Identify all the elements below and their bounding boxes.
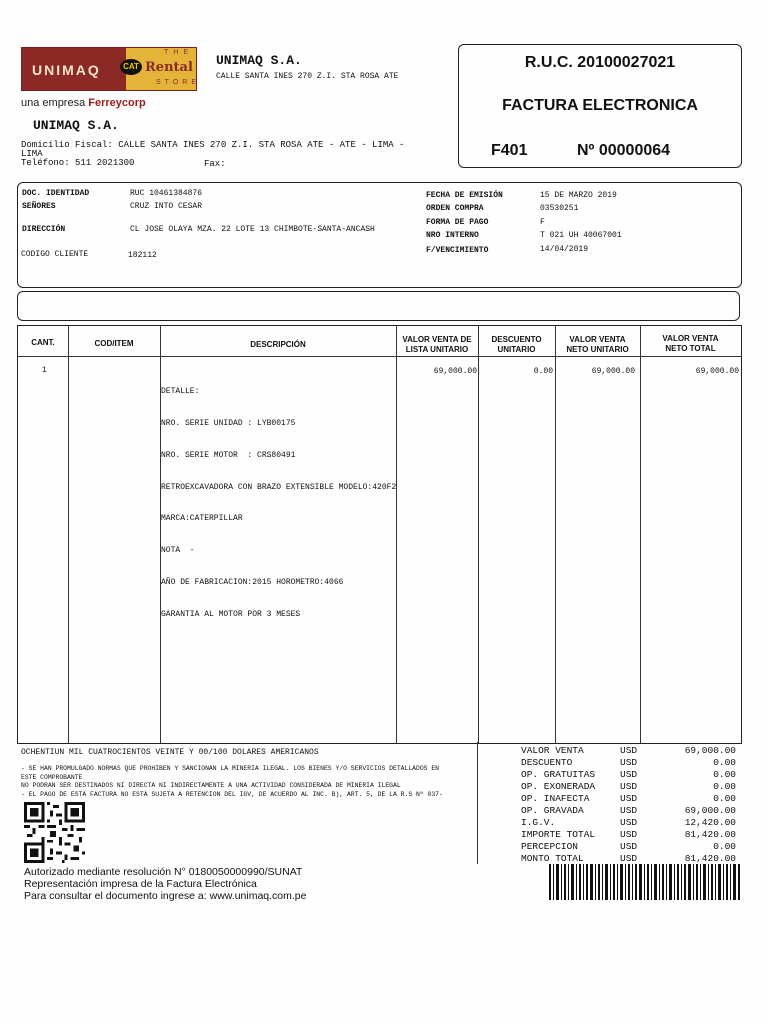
total-value: 0.00 [713, 757, 736, 768]
logo-rental: Rental [145, 60, 193, 75]
tagline-prefix: una empresa [21, 97, 86, 109]
total-currency: USD [620, 853, 638, 864]
logo-store: STORE [156, 79, 200, 86]
total-currency: USD [620, 841, 638, 852]
header-neto-total-2: NETO TOTAL [665, 344, 716, 353]
description-line: GARANTIA AL MOTOR POR 3 MESES [161, 609, 301, 619]
total-label: PERCEPCION [521, 841, 579, 852]
logo-name: UNIMAQ [32, 62, 101, 78]
header-neto-total-1: VALOR VENTA [662, 334, 719, 343]
client-doc: RUC 10461384876 [130, 189, 203, 198]
blank-strip-box [17, 291, 740, 321]
description-line: NRO. SERIE UNIDAD : LYB00175 [161, 418, 296, 428]
row-description [161, 366, 396, 641]
header-descripcion: DESCRIPCIÓN [250, 340, 306, 349]
document-id-box [458, 44, 742, 168]
document-number: Nº 00000064 [577, 142, 671, 159]
totals-divider [477, 742, 478, 864]
cat-icon: CAT [120, 59, 142, 75]
orden-compra: 03530251 [540, 204, 579, 213]
header-valor-lista-2: LISTA UNITARIO [405, 345, 469, 354]
label-vencimiento: F/VENCIMIENTO [426, 246, 489, 255]
total-value: 0.00 [713, 781, 736, 792]
ruc-number: R.U.C. 20100027021 [524, 54, 676, 71]
legal-note: ESTE COMPROBANTE [21, 773, 83, 781]
total-label: OP. GRAVADA [521, 805, 584, 816]
company-header-address: CALLE SANTA INES 270 Z.I. STA ROSA ATE [216, 72, 399, 81]
header-descuento-1: DESCUENTO [491, 335, 542, 344]
label-fecha-emision: FECHA DE EMISIÓN [426, 191, 503, 200]
header-descuento-2: UNITARIO [497, 345, 536, 354]
total-currency: USD [620, 817, 638, 828]
label-doc-identidad: DOC. IDENTIDAD [22, 189, 90, 198]
description-line: NOTA - [161, 546, 195, 556]
qr-code-icon [24, 802, 85, 863]
total-currency: USD [620, 769, 638, 780]
total-label: OP. INAFECTA [521, 793, 590, 804]
client-code: 182112 [128, 251, 157, 260]
row-descuento: 0.00 [533, 367, 553, 376]
legal-note: - EL PAGO DE ESTA FACTURA NO ESTA SUJETA A RETENCION DEL IGV, DE ACUERDO AL INC. B), ART. 5, DE LA R.S Nº 037- [21, 790, 443, 798]
label-direccion: DIRECCIÓN [22, 225, 66, 234]
header-cant: CANT. [31, 338, 55, 347]
total-currency: USD [620, 757, 638, 768]
col-divider [555, 326, 556, 743]
description-line: DETALLE: [161, 387, 200, 397]
nro-interno: T 021 UH 40067001 [540, 231, 622, 240]
total-label: VALOR VENTA [521, 745, 584, 756]
total-value: 0.00 [713, 793, 736, 804]
description-line: NRO. SERIE MOTOR : CRS80491 [161, 450, 296, 460]
total-currency: USD [620, 805, 638, 816]
company-phone: Teléfono: 511 2021300 [21, 158, 135, 168]
legal-note: NO PODRAN SER DESTINADOS NI DIRECTA NI INDIRECTAMENTE A UNA ACTIVIDAD CONSIDERADA DE MINERIA ILEGAL [21, 782, 401, 790]
total-currency: USD [620, 829, 638, 840]
label-forma-pago: FORMA DE PAGO [426, 218, 489, 227]
total-label: IMPORTE TOTAL [521, 829, 596, 840]
legal-notes [21, 765, 476, 799]
total-currency: USD [620, 781, 638, 792]
description-line: AÑO DE FABRICACION:2015 HOROMETRO:4066 [161, 577, 344, 587]
items-table [17, 325, 742, 744]
footer-representation: Representación impresa de la Factura Electrónica [24, 878, 257, 890]
total-label: OP. GRATUITAS [521, 769, 596, 780]
tagline-brand: Ferreycorp [88, 97, 146, 109]
client-name: CRUZ INTO CESAR [130, 202, 203, 211]
fecha-emision: 15 DE MARZO 2019 [540, 191, 617, 200]
footer-consult: Para consultar el documento ingrese a: www.unimaq.com.pe [24, 890, 307, 902]
total-label: DESCUENTO [521, 757, 573, 768]
total-label: I.G.V. [521, 817, 556, 828]
total-value: 12,420.00 [684, 817, 736, 828]
header-neto-unitario-2: NETO UNITARIO [566, 345, 629, 354]
table-header-divider [18, 356, 741, 357]
col-divider [640, 326, 641, 743]
row-neto-unitario: 69,000.00 [591, 367, 635, 376]
header-valor-lista-1: VALOR VENTA DE [402, 335, 472, 344]
logo-the: THE [164, 49, 193, 56]
total-value: 81,420.00 [684, 829, 736, 840]
unimaq-logo [21, 47, 200, 91]
col-divider [478, 326, 479, 743]
forma-pago: F [540, 218, 545, 227]
label-codigo-cliente: CODIGO CLIENTE [21, 250, 89, 259]
fiscal-address-line2: LIMA [21, 149, 43, 159]
row-cant: 1 [42, 366, 47, 375]
description-line: MARCA:CATERPILLAR [161, 514, 243, 524]
total-label: OP. EXONERADA [521, 781, 596, 792]
company-fax: Fax: [204, 159, 226, 169]
total-value: 81,420.00 [684, 853, 736, 864]
header-cod-item: COD/ITEM [94, 339, 134, 348]
label-orden-compra: ORDEN COMPRA [426, 204, 484, 213]
fecha-vencimiento: 14/04/2019 [540, 245, 589, 254]
fiscal-address-line1: Domicilio Fiscal: CALLE SANTA INES 270 Z.I. STA ROSA ATE - ATE - LIMA - [21, 140, 405, 150]
description-line: RETROEXCAVADORA CON BRAZO EXTENSIBLE MODELO:420F2 [161, 482, 397, 492]
total-currency: USD [620, 793, 638, 804]
total-currency: USD [620, 745, 638, 756]
label-nro-interno: NRO INTERNO [426, 231, 479, 240]
client-info-box [17, 182, 742, 288]
total-value: 69,000.00 [684, 805, 736, 816]
label-senores: SEÑORES [22, 202, 56, 211]
row-neto-total: 69,000.00 [695, 367, 739, 376]
company-header-name: UNIMAQ S.A. [216, 53, 302, 68]
total-value: 0.00 [713, 841, 736, 852]
total-value: 0.00 [713, 769, 736, 780]
company-name: UNIMAQ S.A. [33, 118, 119, 133]
total-label: MONTO TOTAL [521, 853, 584, 864]
tagline [21, 97, 146, 109]
document-series: F401 [491, 142, 528, 159]
header-neto-unitario-1: VALOR VENTA [569, 335, 626, 344]
client-address: CL JOSE OLAYA MZA. 22 LOTE 13 CHIMBOTE-SANTA-ANCASH [130, 225, 375, 234]
amount-in-words: OCHENTIUN MIL CUATROCIENTOS VEINTE Y 00/100 DOLARES AMERICANOS [21, 748, 319, 757]
document-type: FACTURA ELECTRONICA [502, 97, 698, 114]
total-value: 69,000.00 [684, 745, 736, 756]
legal-note: - SE HAN PROMULGADO NORMAS QUE PROHIBEN Y SANCIONAN LA MINERIA ILEGAL. LOS BIENES Y/O SERVICIOS DETALLADOS EN [21, 765, 440, 772]
row-valor-lista: 69,000.00 [433, 367, 477, 376]
footer-authorization: Autorizado mediante resolución N° 0180050000990/SUNAT [24, 866, 303, 878]
barcode-icon [549, 864, 741, 900]
col-divider [68, 326, 69, 743]
